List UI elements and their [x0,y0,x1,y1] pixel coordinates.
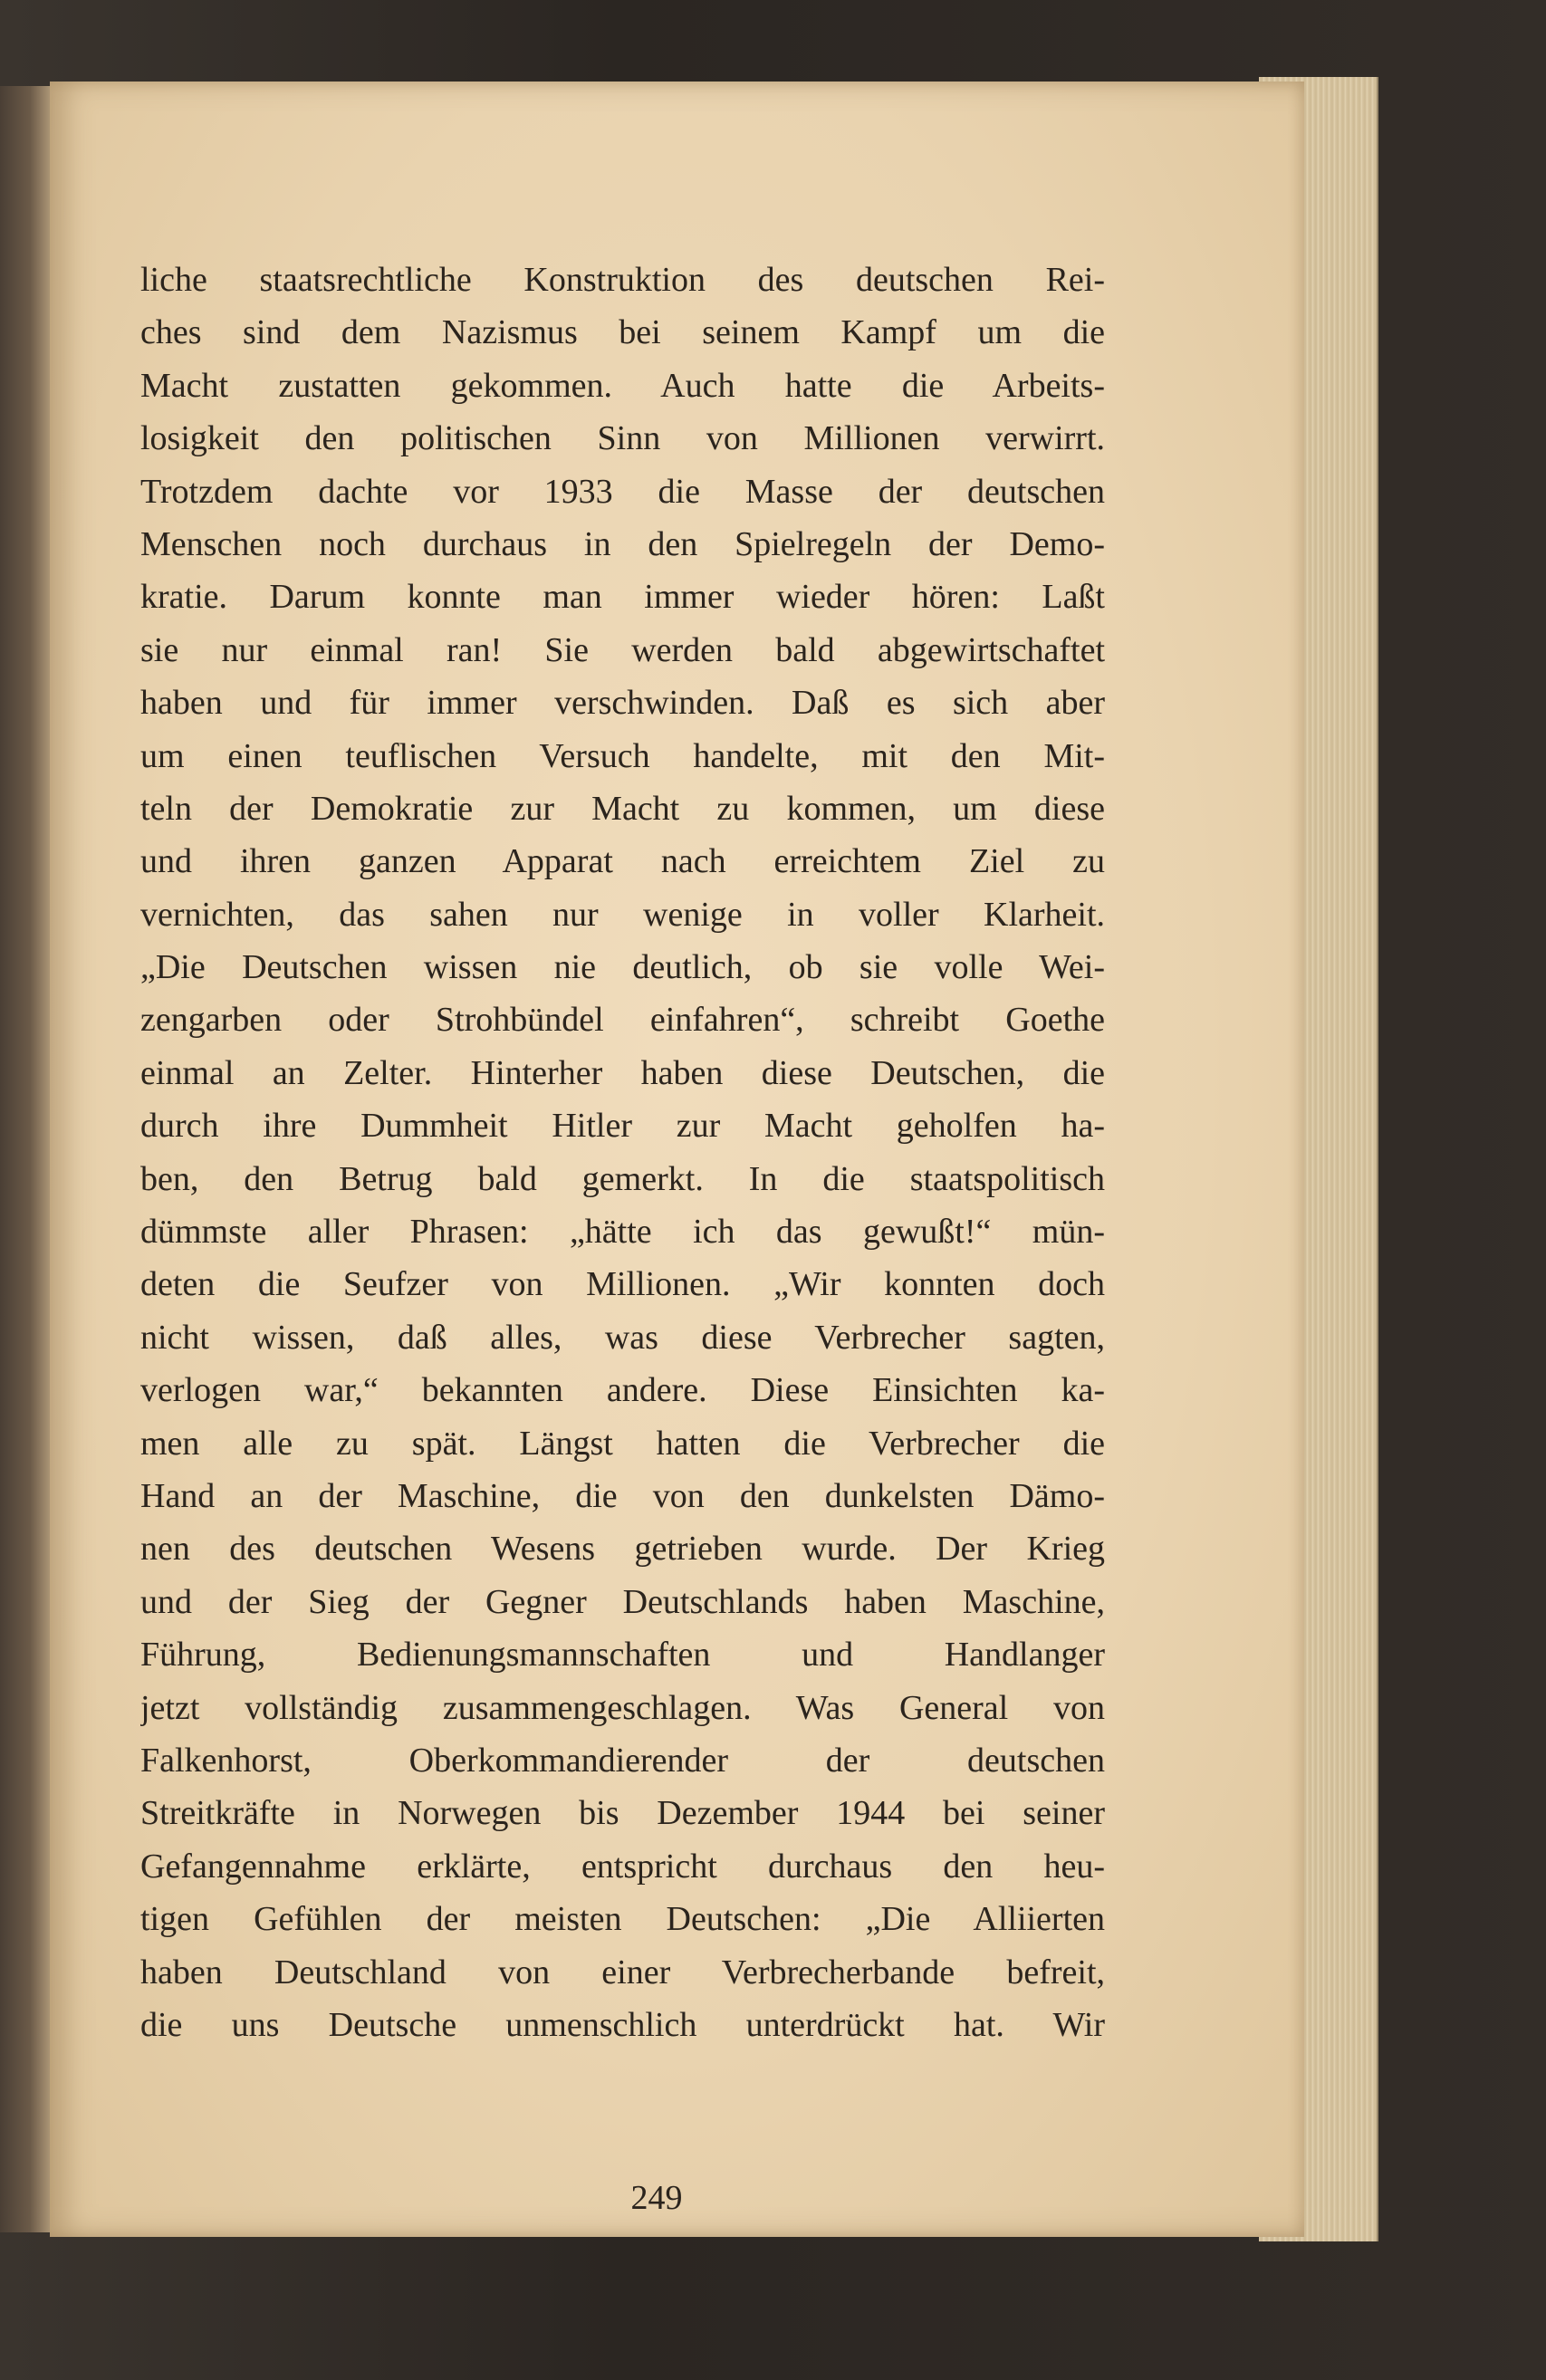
text-line: Führung, Bedienungsmannschaften und Handlanger [140,1636,1105,1675]
text-line: jetzt vollständig zusammengeschlagen. Was General von [140,1688,1105,1727]
text-line: „Die Deutschen wissen nie deutlich, ob sie volle Wei- [140,948,1105,987]
body-text [140,254,1105,2051]
text-line: verlogen war,“ bekannten andere. Diese Einsichten ka- [140,1371,1105,1410]
text-line: durch ihre Dummheit Hitler zur Macht geholfen ha- [140,1107,1105,1146]
text-line: nicht wissen, daß alles, was diese Verbrecher sagten, [140,1318,1105,1357]
text-line: sie nur einmal ran! Sie werden bald abgewirtschaftet [140,630,1105,669]
text-line: die uns Deutsche unmenschlich unterdrückt hat. Wir [140,2005,1105,2044]
text-line: nen des deutschen Wesens getrieben wurde. Der Krieg [140,1530,1105,1569]
text-line: Gefangennahme erklärte, entspricht durchaus den heu- [140,1847,1105,1886]
text-line: haben Deutschland von einer Verbrecherbande befreit, [140,1953,1105,1991]
text-line: Menschen noch durchaus in den Spielregeln der Demo- [140,524,1105,563]
text-line: haben und für immer verschwinden. Daß es sich aber [140,684,1105,723]
text-line: kratie. Darum konnte man immer wieder hören: Laßt [140,578,1105,617]
text-line: ben, den Betrug bald gemerkt. In die staatspolitisch [140,1159,1105,1198]
book-cover-edge [0,86,54,2232]
text-line: ches sind dem Nazismus bei seinem Kampf um die [140,313,1105,352]
text-line: tigen Gefühlen der meisten Deutschen: „Die Alliierten [140,1900,1105,1939]
text-line: Macht zustatten gekommen. Auch hatte die Arbeits- [140,366,1105,405]
text-line: liche staatsrechtliche Konstruktion des deutschen Rei- [140,261,1105,299]
text-line: um einen teuflischen Versuch handelte, mit den Mit- [140,736,1105,775]
book-page [50,82,1304,2237]
text-line: men alle zu spät. Längst hatten die Verbrecher die [140,1424,1105,1463]
text-line: zengarben oder Strohbündel einfahren“, schreibt Goethe [140,1001,1105,1040]
text-line: Hand an der Maschine, die von den dunkelsten Dämo- [140,1476,1105,1515]
text-line: teln der Demokratie zur Macht zu kommen, um diese [140,789,1105,828]
text-line: Streitkräfte in Norwegen bis Dezember 1944 bei seiner [140,1794,1105,1833]
text-line: Trotzdem dachte vor 1933 die Masse der deutschen [140,472,1105,511]
text-line: deten die Seufzer von Millionen. „Wir konnten doch [140,1265,1105,1304]
text-line: und der Sieg der Gegner Deutschlands haben Maschine, [140,1582,1105,1621]
page-number: 249 [630,2179,683,2217]
text-line: und ihren ganzen Apparat nach erreichtem Ziel zu [140,842,1105,881]
text-line: Falkenhorst, Oberkommandierender der deutschen [140,1741,1105,1780]
text-line: vernichten, das sahen nur wenige in voller Klarheit. [140,895,1105,934]
text-line: einmal an Zelter. Hinterher haben diese Deutschen, die [140,1053,1105,1092]
text-line: dümmste aller Phrasen: „hätte ich das gewußt!“ mün- [140,1213,1105,1252]
text-line: losigkeit den politischen Sinn von Millionen verwirrt. [140,419,1105,458]
